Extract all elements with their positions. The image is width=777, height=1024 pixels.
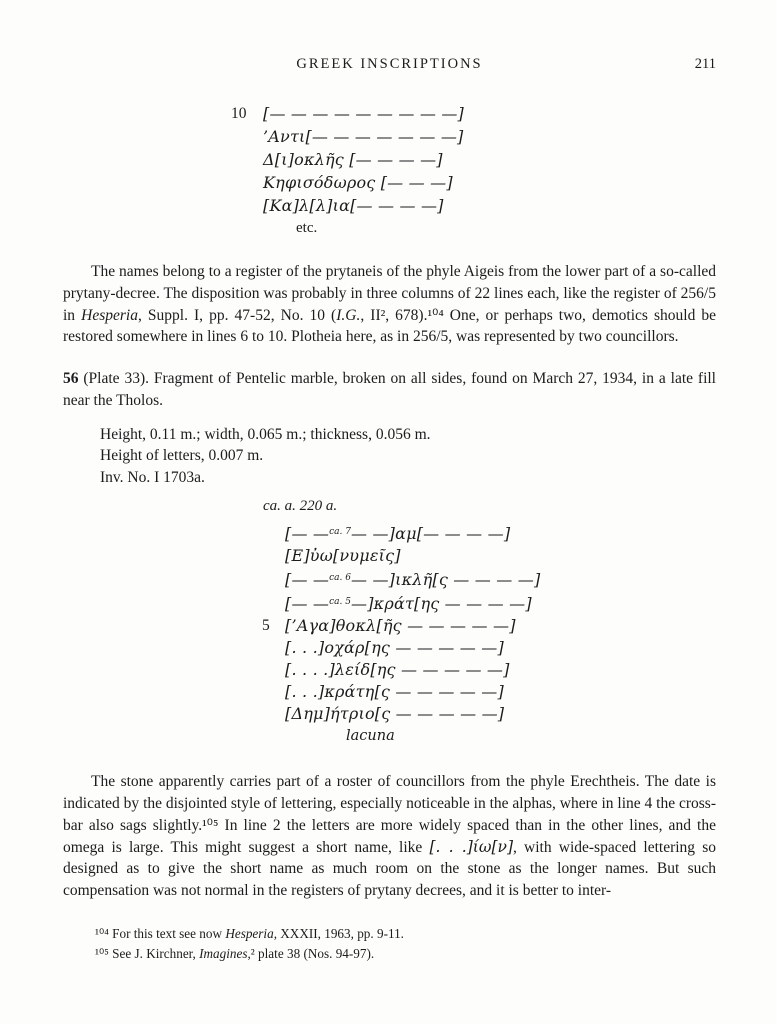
inscription-line <box>231 125 716 148</box>
inscription-line-text: [Δημ]ήτριο[ς — — — — —] <box>285 704 505 724</box>
entry-56-heading: 56 (Plate 33). Fragment of Pentelic marble, broken on all sides, found on March 27, 1934, in a late fill near the Tholos. <box>63 370 716 409</box>
inscription-line-number <box>262 703 285 725</box>
inscription-line-text: Κηφισόδωρος [— — —] <box>263 173 453 192</box>
footnotes <box>63 924 716 963</box>
inscription-line-text: [— —$^{ca. 5}$—]κράτ[ης — — — —] <box>285 594 532 614</box>
paragraph-commentary-2: The stone apparently carries part of a roster of councillors from the phyle Erechtheis. The date is indicated by the disjointed style of lettering, especially noticeable in the alphas, where in line 4 the cross-bar also sags slightly.¹⁰⁵ In line 2 the letters are more widely spaced than in the other lines, and the omega is large. This might suggest a short name, like [. . .]ίω[ν], with wide-spaced lettering so designed as to give the short name as much room on the stone as the longer names. But such compensation was not normal in the registers of prytany decrees, and it is better to inter- <box>63 773 716 900</box>
inscription-line-text: [. . .]οχάρ[ης — — — — —] <box>285 638 504 658</box>
inscription-line <box>231 148 716 171</box>
inscription-line-text: [’Αγα]θοκλ[ῆς — — — — —] <box>285 616 516 636</box>
inscription-line <box>262 659 716 681</box>
inscription-line-text: [Ε]ὐω[νυμεῖς] <box>285 546 401 566</box>
inscription-line-number <box>262 659 285 681</box>
inscription-56-footer: lacuna <box>346 728 395 745</box>
page-number: 211 <box>694 56 716 72</box>
inscription-line-number <box>262 637 285 659</box>
inscription-line-text: [— — — — — — — — —] <box>263 104 464 123</box>
inscription-line <box>231 171 716 194</box>
inscription-10-lines <box>231 102 716 217</box>
inscription-line <box>262 591 716 615</box>
inscription-line-text: [— —$^{ca. 7}$— —]αμ[— — — —] <box>285 524 511 544</box>
inscription-line-number <box>231 148 263 171</box>
page-header <box>63 56 716 78</box>
inscription-56-lines <box>262 521 716 725</box>
inscription-line <box>262 637 716 659</box>
measurement-line: Height of letters, 0.007 m. <box>100 447 264 465</box>
inscription-block-10 <box>231 102 716 239</box>
inscription-line-number <box>262 567 285 591</box>
inscription-block-56 <box>262 521 716 747</box>
inscription-line <box>262 703 716 725</box>
measurement-line: Inv. No. I 1703a. <box>100 468 205 486</box>
measurement-line: Height, 0.11 m.; width, 0.065 m.; thickness, 0.056 m. <box>100 425 431 443</box>
inscription-line-number: 10 <box>231 105 247 122</box>
inscription-line-number <box>262 545 285 567</box>
inscription-line-text: [. . . .]λείδ[ης — — — — —] <box>285 660 510 680</box>
inscription-line <box>231 102 716 125</box>
inscription-line-number <box>262 681 285 703</box>
inscription-line <box>262 545 716 567</box>
running-title: GREEK INSCRIPTIONS <box>296 56 483 72</box>
inscription-line <box>231 194 716 217</box>
inscription-line-number <box>231 125 263 148</box>
inscription-line <box>262 681 716 703</box>
footnote-105: ¹⁰⁵ See J. Kirchner, Imagines,² plate 38 (Nos. 94-97). <box>95 945 375 961</box>
inscription-line <box>262 567 716 591</box>
inscription-line-text: Δ[ι]οκλῆς [— — — —] <box>263 150 443 169</box>
inscription-line-text: ’Αντι[— — — — — — —] <box>263 127 464 146</box>
inscription-line-number <box>262 521 285 545</box>
inscription-line-number: 5 <box>262 617 270 635</box>
footnote-104: ¹⁰⁴ For this text see now Hesperia, XXXII, 1963, pp. 9-11. <box>95 926 404 942</box>
inscription-line-number <box>231 194 263 217</box>
inscription-10-footer: etc. <box>296 220 318 236</box>
inscription-line-text: [Κα]λ[λ]ια[— — — —] <box>263 196 444 215</box>
inscription-line-number <box>262 591 285 615</box>
paragraph-commentary-1: The names belong to a register of the prytaneis of the phyle Aigeis from the lower part of a so-called prytany-decree. The disposition was probably in three columns of 22 lines each, like the register of 256/5 in Hesperia, Suppl. I, pp. 47-52, No. 10 (I.G., II², 678).¹⁰⁴ One, or perhaps two, demotics should be restored somewhere in lines 6 to 10. Plotheia here, as in 256/5, was represented by two councillors. <box>63 263 717 346</box>
inscription-line-text: [— —$^{ca. 6}$— —]ικλῆ[ς — — — —] <box>285 570 541 590</box>
entry-56-date: ca. a. 220 a. <box>263 498 338 515</box>
inscription-line-text: [. . .]κράτη[ς — — — — —] <box>285 682 504 702</box>
inscription-line <box>262 521 716 545</box>
entry-56-measurements <box>100 424 716 489</box>
inscription-line <box>262 615 716 637</box>
inscription-line-number <box>231 171 263 194</box>
